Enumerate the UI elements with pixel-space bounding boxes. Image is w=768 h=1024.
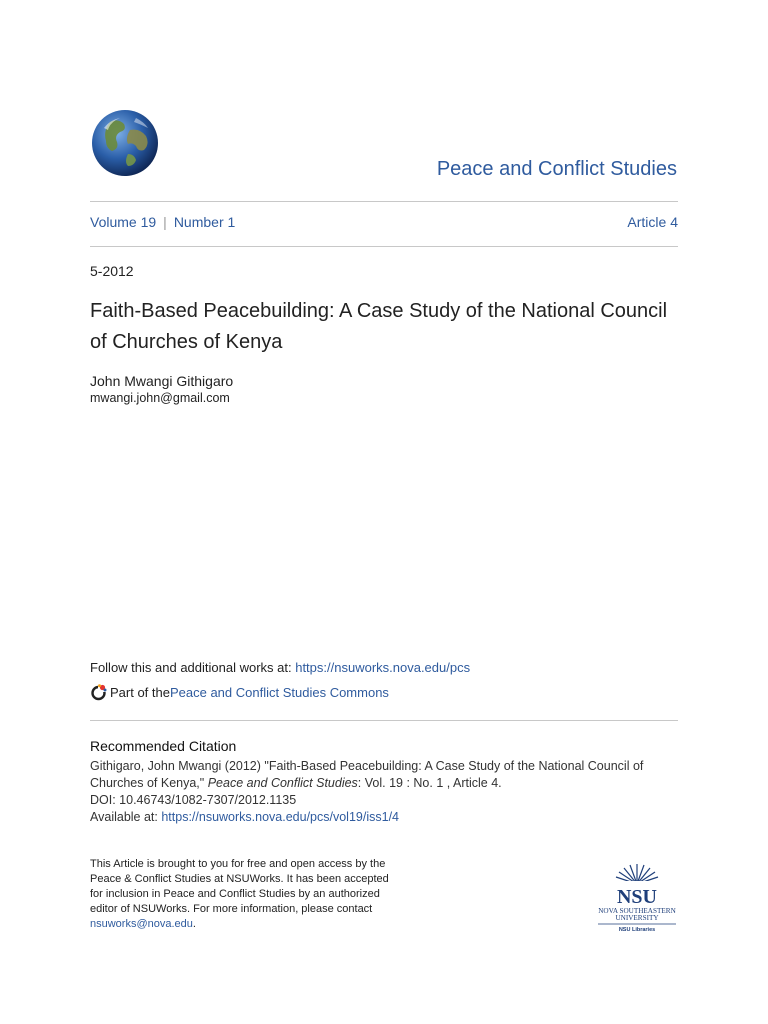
- nsu-logo-line3: NSU Libraries: [618, 927, 656, 933]
- nsu-logo-line2: UNIVERSITY: [615, 914, 659, 922]
- nsu-logo-text: NSU: [616, 886, 658, 908]
- commons-network-icon: [90, 684, 107, 701]
- part-of-prefix: Part of the: [110, 685, 170, 700]
- citation-text: [90, 758, 680, 826]
- nsu-logo-icon[interactable]: [592, 862, 682, 936]
- follow-prefix: Follow this and additional works at:: [90, 660, 296, 675]
- citation-doi: DOI: 10.46743/1082-7307/2012.1135: [90, 793, 297, 807]
- citation-journal: Peace and Conflict Studies: [207, 776, 358, 790]
- access-end: .: [192, 918, 196, 930]
- follow-line: [90, 660, 470, 675]
- follow-url-link[interactable]: https://nsuworks.nova.edu/pcs: [295, 660, 471, 675]
- number-link[interactable]: Number 1: [173, 214, 236, 230]
- divider: [90, 201, 678, 202]
- contact-email-link[interactable]: nsuworks@nova.edu: [90, 918, 193, 930]
- author-name: John Mwangi Githigaro: [90, 373, 234, 389]
- citation-main: Githigaro, John Mwangi (2012) "Faith-Based Peacebuilding: A Case Study of the National Council of Churches of Kenya,": [90, 759, 644, 790]
- nsu-logo-line1: NOVA SOUTHEASTERN: [598, 907, 676, 915]
- available-url-link[interactable]: https://nsuworks.nova.edu/pcs/vol19/iss1/4: [161, 810, 399, 824]
- citation-volume: : Vol. 19 : No. 1 , Article 4.: [357, 776, 502, 790]
- recommended-citation-heading: Recommended Citation: [90, 738, 237, 754]
- available-prefix: Available at:: [90, 810, 162, 824]
- publication-date: 5-2012: [90, 263, 134, 279]
- article-title: Faith-Based Peacebuilding: A Case Study of the National Council of Churches of Kenya: [90, 300, 668, 353]
- divider: [90, 720, 678, 721]
- open-access-note: [90, 857, 390, 932]
- article-link[interactable]: Article 4: [627, 214, 678, 230]
- access-text: This Article is brought to you for free and open access by the Peace & Conflict Studies at NSUWorks. It has been accepted for inclusion in Peace and Conflict Studies by an authorized editor of NSUWorks. For more information, please contact: [90, 858, 389, 915]
- commons-link[interactable]: Peace and Conflict Studies Commons: [169, 685, 389, 700]
- part-of-line: [90, 684, 389, 701]
- author-email: mwangi.john@gmail.com: [90, 391, 230, 405]
- issue-breadcrumb: [90, 214, 678, 230]
- volume-link[interactable]: Volume 19: [90, 214, 157, 230]
- globe-icon: [90, 108, 160, 178]
- journal-title-link[interactable]: Peace and Conflict Studies: [436, 158, 677, 180]
- breadcrumb-separator: |: [163, 214, 167, 230]
- divider: [90, 246, 678, 247]
